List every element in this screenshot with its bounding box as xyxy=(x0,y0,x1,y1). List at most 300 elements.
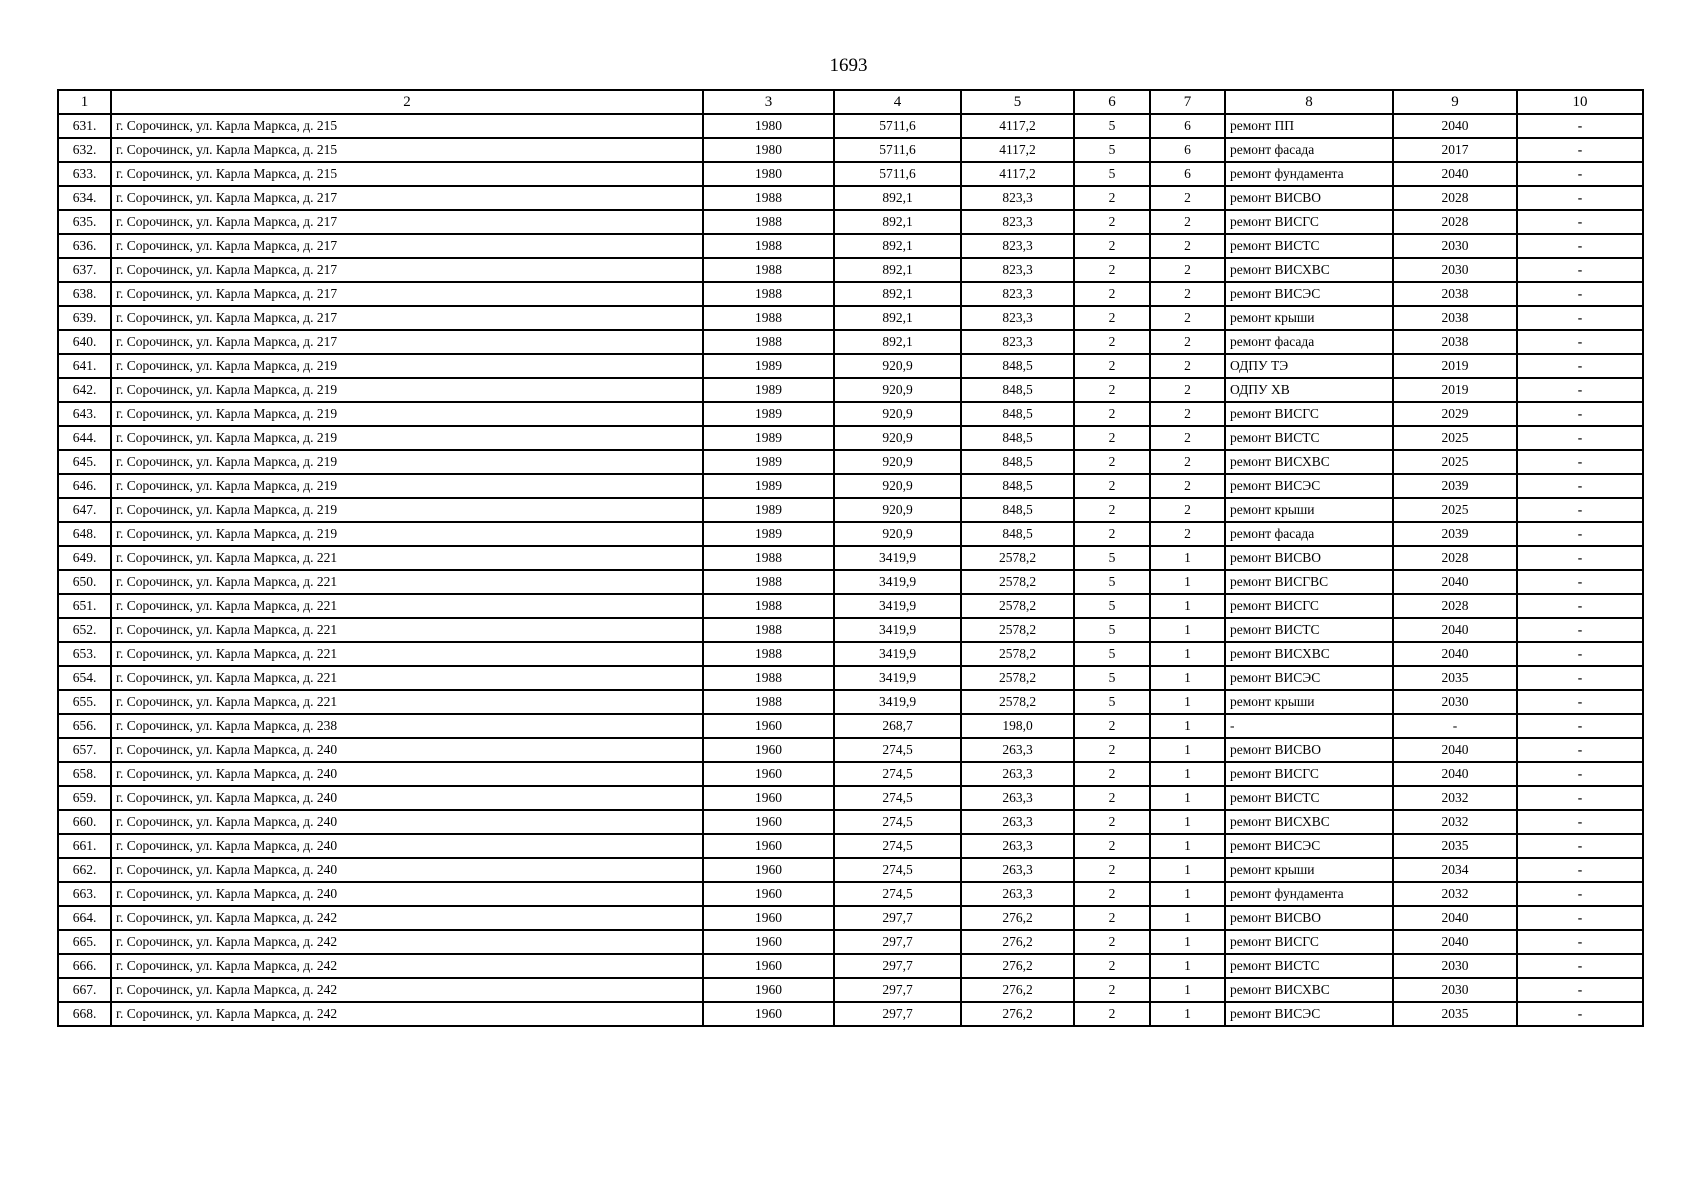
total-area-cell: 892,1 xyxy=(834,282,961,306)
total-area-cell: 920,9 xyxy=(834,474,961,498)
row-number-cell: 647. xyxy=(58,498,111,522)
planned-year-cell: 2030 xyxy=(1393,258,1517,282)
work-type-cell: ремонт ВИСГС xyxy=(1225,402,1393,426)
work-type-cell: ремонт ВИСХВС xyxy=(1225,450,1393,474)
note-cell: - xyxy=(1517,114,1643,138)
work-type-cell: ремонт ВИСЭС xyxy=(1225,282,1393,306)
total-area-cell: 892,1 xyxy=(834,258,961,282)
capital-repair-table xyxy=(57,89,1644,1027)
address-cell: г. Сорочинск, ул. Карла Маркса, д. 240 xyxy=(111,786,703,810)
living-area-cell: 823,3 xyxy=(961,186,1074,210)
note-cell: - xyxy=(1517,282,1643,306)
floors-cell: 5 xyxy=(1074,594,1150,618)
living-area-cell: 4117,2 xyxy=(961,114,1074,138)
living-area-cell: 823,3 xyxy=(961,210,1074,234)
year-cell: 1960 xyxy=(703,978,834,1002)
total-area-cell: 920,9 xyxy=(834,378,961,402)
table-row xyxy=(58,282,1643,306)
year-cell: 1989 xyxy=(703,498,834,522)
planned-year-cell: 2040 xyxy=(1393,570,1517,594)
note-cell: - xyxy=(1517,930,1643,954)
living-area-cell: 263,3 xyxy=(961,810,1074,834)
column-header: 7 xyxy=(1150,90,1225,114)
floors-cell: 2 xyxy=(1074,834,1150,858)
address-cell: г. Сорочинск, ул. Карла Маркса, д. 219 xyxy=(111,378,703,402)
floors-cell: 5 xyxy=(1074,162,1150,186)
entrances-cell: 2 xyxy=(1150,186,1225,210)
table-row xyxy=(58,162,1643,186)
floors-cell: 5 xyxy=(1074,618,1150,642)
living-area-cell: 2578,2 xyxy=(961,546,1074,570)
total-area-cell: 274,5 xyxy=(834,858,961,882)
planned-year-cell: 2038 xyxy=(1393,306,1517,330)
row-number-cell: 661. xyxy=(58,834,111,858)
floors-cell: 2 xyxy=(1074,738,1150,762)
living-area-cell: 263,3 xyxy=(961,762,1074,786)
floors-cell: 2 xyxy=(1074,1002,1150,1026)
planned-year-cell: 2034 xyxy=(1393,858,1517,882)
floors-cell: 2 xyxy=(1074,426,1150,450)
year-cell: 1989 xyxy=(703,522,834,546)
living-area-cell: 848,5 xyxy=(961,426,1074,450)
work-type-cell: ремонт ВИСГВС xyxy=(1225,570,1393,594)
living-area-cell: 2578,2 xyxy=(961,594,1074,618)
address-cell: г. Сорочинск, ул. Карла Маркса, д. 221 xyxy=(111,546,703,570)
year-cell: 1988 xyxy=(703,258,834,282)
entrances-cell: 2 xyxy=(1150,210,1225,234)
address-cell: г. Сорочинск, ул. Карла Маркса, д. 217 xyxy=(111,234,703,258)
year-cell: 1989 xyxy=(703,402,834,426)
work-type-cell: ремонт ВИСВО xyxy=(1225,738,1393,762)
note-cell: - xyxy=(1517,162,1643,186)
note-cell: - xyxy=(1517,786,1643,810)
address-cell: г. Сорочинск, ул. Карла Маркса, д. 240 xyxy=(111,738,703,762)
entrances-cell: 2 xyxy=(1150,330,1225,354)
living-area-cell: 848,5 xyxy=(961,402,1074,426)
row-number-cell: 649. xyxy=(58,546,111,570)
floors-cell: 2 xyxy=(1074,858,1150,882)
floors-cell: 5 xyxy=(1074,546,1150,570)
table-row xyxy=(58,1002,1643,1026)
total-area-cell: 920,9 xyxy=(834,354,961,378)
planned-year-cell: 2039 xyxy=(1393,522,1517,546)
address-cell: г. Сорочинск, ул. Карла Маркса, д. 219 xyxy=(111,522,703,546)
total-area-cell: 5711,6 xyxy=(834,114,961,138)
address-cell: г. Сорочинск, ул. Карла Маркса, д. 242 xyxy=(111,978,703,1002)
work-type-cell: ремонт ВИСХВС xyxy=(1225,642,1393,666)
table-row xyxy=(58,858,1643,882)
entrances-cell: 2 xyxy=(1150,498,1225,522)
total-area-cell: 297,7 xyxy=(834,954,961,978)
table-row xyxy=(58,666,1643,690)
year-cell: 1989 xyxy=(703,426,834,450)
work-type-cell: ремонт ВИСГС xyxy=(1225,594,1393,618)
note-cell: - xyxy=(1517,354,1643,378)
note-cell: - xyxy=(1517,378,1643,402)
address-cell: г. Сорочинск, ул. Карла Маркса, д. 219 xyxy=(111,450,703,474)
row-number-cell: 641. xyxy=(58,354,111,378)
note-cell: - xyxy=(1517,618,1643,642)
table-row xyxy=(58,786,1643,810)
row-number-cell: 652. xyxy=(58,618,111,642)
entrances-cell: 2 xyxy=(1150,234,1225,258)
address-cell: г. Сорочинск, ул. Карла Маркса, д. 217 xyxy=(111,258,703,282)
row-number-cell: 645. xyxy=(58,450,111,474)
total-area-cell: 274,5 xyxy=(834,834,961,858)
note-cell: - xyxy=(1517,762,1643,786)
work-type-cell: ремонт ВИСХВС xyxy=(1225,258,1393,282)
work-type-cell: ремонт крыши xyxy=(1225,498,1393,522)
note-cell: - xyxy=(1517,690,1643,714)
total-area-cell: 892,1 xyxy=(834,234,961,258)
work-type-cell: ремонт ВИСХВС xyxy=(1225,978,1393,1002)
table-body xyxy=(58,114,1643,1026)
address-cell: г. Сорочинск, ул. Карла Маркса, д. 217 xyxy=(111,186,703,210)
row-number-cell: 635. xyxy=(58,210,111,234)
total-area-cell: 274,5 xyxy=(834,738,961,762)
floors-cell: 5 xyxy=(1074,642,1150,666)
address-cell: г. Сорочинск, ул. Карла Маркса, д. 242 xyxy=(111,954,703,978)
year-cell: 1960 xyxy=(703,786,834,810)
column-header: 6 xyxy=(1074,90,1150,114)
entrances-cell: 2 xyxy=(1150,450,1225,474)
planned-year-cell: 2040 xyxy=(1393,762,1517,786)
entrances-cell: 1 xyxy=(1150,738,1225,762)
address-cell: г. Сорочинск, ул. Карла Маркса, д. 219 xyxy=(111,498,703,522)
table-row xyxy=(58,834,1643,858)
total-area-cell: 274,5 xyxy=(834,762,961,786)
address-cell: г. Сорочинск, ул. Карла Маркса, д. 219 xyxy=(111,354,703,378)
table-row xyxy=(58,762,1643,786)
note-cell: - xyxy=(1517,594,1643,618)
total-area-cell: 892,1 xyxy=(834,330,961,354)
year-cell: 1989 xyxy=(703,354,834,378)
table-row xyxy=(58,354,1643,378)
row-number-cell: 658. xyxy=(58,762,111,786)
row-number-cell: 654. xyxy=(58,666,111,690)
address-cell: г. Сорочинск, ул. Карла Маркса, д. 219 xyxy=(111,402,703,426)
planned-year-cell: 2025 xyxy=(1393,450,1517,474)
column-header: 9 xyxy=(1393,90,1517,114)
entrances-cell: 1 xyxy=(1150,834,1225,858)
entrances-cell: 6 xyxy=(1150,114,1225,138)
planned-year-cell: 2035 xyxy=(1393,666,1517,690)
table-row xyxy=(58,882,1643,906)
planned-year-cell: 2040 xyxy=(1393,930,1517,954)
year-cell: 1988 xyxy=(703,570,834,594)
work-type-cell: ремонт крыши xyxy=(1225,690,1393,714)
table-row xyxy=(58,258,1643,282)
address-cell: г. Сорочинск, ул. Карла Маркса, д. 217 xyxy=(111,210,703,234)
work-type-cell: ремонт ВИСТС xyxy=(1225,954,1393,978)
table-row xyxy=(58,522,1643,546)
column-header: 10 xyxy=(1517,90,1643,114)
floors-cell: 2 xyxy=(1074,258,1150,282)
table-row xyxy=(58,426,1643,450)
living-area-cell: 4117,2 xyxy=(961,138,1074,162)
year-cell: 1960 xyxy=(703,762,834,786)
year-cell: 1988 xyxy=(703,186,834,210)
row-number-cell: 668. xyxy=(58,1002,111,1026)
year-cell: 1988 xyxy=(703,330,834,354)
living-area-cell: 848,5 xyxy=(961,474,1074,498)
note-cell: - xyxy=(1517,858,1643,882)
note-cell: - xyxy=(1517,666,1643,690)
table-row xyxy=(58,138,1643,162)
table-row xyxy=(58,474,1643,498)
year-cell: 1988 xyxy=(703,282,834,306)
year-cell: 1988 xyxy=(703,306,834,330)
work-type-cell: ремонт крыши xyxy=(1225,306,1393,330)
row-number-cell: 650. xyxy=(58,570,111,594)
work-type-cell: ремонт ВИСТС xyxy=(1225,786,1393,810)
year-cell: 1988 xyxy=(703,642,834,666)
note-cell: - xyxy=(1517,234,1643,258)
address-cell: г. Сорочинск, ул. Карла Маркса, д. 221 xyxy=(111,642,703,666)
address-cell: г. Сорочинск, ул. Карла Маркса, д. 219 xyxy=(111,474,703,498)
floors-cell: 2 xyxy=(1074,378,1150,402)
entrances-cell: 2 xyxy=(1150,258,1225,282)
address-cell: г. Сорочинск, ул. Карла Маркса, д. 217 xyxy=(111,282,703,306)
year-cell: 1980 xyxy=(703,114,834,138)
planned-year-cell: 2029 xyxy=(1393,402,1517,426)
floors-cell: 2 xyxy=(1074,954,1150,978)
living-area-cell: 848,5 xyxy=(961,498,1074,522)
entrances-cell: 1 xyxy=(1150,618,1225,642)
address-cell: г. Сорочинск, ул. Карла Маркса, д. 242 xyxy=(111,906,703,930)
note-cell: - xyxy=(1517,186,1643,210)
planned-year-cell: 2030 xyxy=(1393,978,1517,1002)
planned-year-cell: 2039 xyxy=(1393,474,1517,498)
planned-year-cell: 2040 xyxy=(1393,906,1517,930)
floors-cell: 2 xyxy=(1074,282,1150,306)
floors-cell: 2 xyxy=(1074,234,1150,258)
living-area-cell: 276,2 xyxy=(961,906,1074,930)
row-number-cell: 651. xyxy=(58,594,111,618)
note-cell: - xyxy=(1517,210,1643,234)
year-cell: 1960 xyxy=(703,1002,834,1026)
table-row xyxy=(58,714,1643,738)
entrances-cell: 6 xyxy=(1150,138,1225,162)
row-number-cell: 663. xyxy=(58,882,111,906)
row-number-cell: 642. xyxy=(58,378,111,402)
column-header: 3 xyxy=(703,90,834,114)
living-area-cell: 2578,2 xyxy=(961,642,1074,666)
planned-year-cell: 2032 xyxy=(1393,786,1517,810)
table-row xyxy=(58,186,1643,210)
living-area-cell: 823,3 xyxy=(961,234,1074,258)
planned-year-cell: 2030 xyxy=(1393,954,1517,978)
planned-year-cell: 2035 xyxy=(1393,834,1517,858)
address-cell: г. Сорочинск, ул. Карла Маркса, д. 217 xyxy=(111,330,703,354)
entrances-cell: 1 xyxy=(1150,666,1225,690)
year-cell: 1960 xyxy=(703,834,834,858)
note-cell: - xyxy=(1517,330,1643,354)
year-cell: 1988 xyxy=(703,690,834,714)
table-row xyxy=(58,546,1643,570)
column-header: 5 xyxy=(961,90,1074,114)
work-type-cell: ремонт ВИСГС xyxy=(1225,930,1393,954)
living-area-cell: 276,2 xyxy=(961,930,1074,954)
year-cell: 1960 xyxy=(703,906,834,930)
address-cell: г. Сорочинск, ул. Карла Маркса, д. 240 xyxy=(111,762,703,786)
planned-year-cell: 2028 xyxy=(1393,186,1517,210)
year-cell: 1960 xyxy=(703,930,834,954)
living-area-cell: 263,3 xyxy=(961,858,1074,882)
entrances-cell: 2 xyxy=(1150,378,1225,402)
planned-year-cell: 2040 xyxy=(1393,162,1517,186)
note-cell: - xyxy=(1517,450,1643,474)
living-area-cell: 848,5 xyxy=(961,354,1074,378)
total-area-cell: 3419,9 xyxy=(834,546,961,570)
note-cell: - xyxy=(1517,138,1643,162)
planned-year-cell: 2035 xyxy=(1393,1002,1517,1026)
note-cell: - xyxy=(1517,498,1643,522)
total-area-cell: 892,1 xyxy=(834,210,961,234)
planned-year-cell: 2038 xyxy=(1393,282,1517,306)
year-cell: 1980 xyxy=(703,138,834,162)
year-cell: 1960 xyxy=(703,714,834,738)
work-type-cell: ремонт фасада xyxy=(1225,330,1393,354)
floors-cell: 2 xyxy=(1074,930,1150,954)
work-type-cell: ремонт ВИСЭС xyxy=(1225,474,1393,498)
total-area-cell: 920,9 xyxy=(834,522,961,546)
address-cell: г. Сорочинск, ул. Карла Маркса, д. 221 xyxy=(111,618,703,642)
column-header: 8 xyxy=(1225,90,1393,114)
work-type-cell: ремонт ВИСГС xyxy=(1225,210,1393,234)
living-area-cell: 276,2 xyxy=(961,954,1074,978)
living-area-cell: 823,3 xyxy=(961,282,1074,306)
note-cell: - xyxy=(1517,1002,1643,1026)
floors-cell: 2 xyxy=(1074,330,1150,354)
work-type-cell: - xyxy=(1225,714,1393,738)
address-cell: г. Сорочинск, ул. Карла Маркса, д. 221 xyxy=(111,594,703,618)
entrances-cell: 2 xyxy=(1150,522,1225,546)
total-area-cell: 274,5 xyxy=(834,810,961,834)
address-cell: г. Сорочинск, ул. Карла Маркса, д. 240 xyxy=(111,834,703,858)
year-cell: 1989 xyxy=(703,378,834,402)
note-cell: - xyxy=(1517,642,1643,666)
row-number-cell: 653. xyxy=(58,642,111,666)
planned-year-cell: 2040 xyxy=(1393,642,1517,666)
total-area-cell: 3419,9 xyxy=(834,570,961,594)
entrances-cell: 1 xyxy=(1150,954,1225,978)
planned-year-cell: 2017 xyxy=(1393,138,1517,162)
floors-cell: 2 xyxy=(1074,474,1150,498)
row-number-cell: 657. xyxy=(58,738,111,762)
row-number-cell: 631. xyxy=(58,114,111,138)
entrances-cell: 1 xyxy=(1150,690,1225,714)
note-cell: - xyxy=(1517,954,1643,978)
entrances-cell: 1 xyxy=(1150,858,1225,882)
living-area-cell: 276,2 xyxy=(961,1002,1074,1026)
floors-cell: 2 xyxy=(1074,714,1150,738)
address-cell: г. Сорочинск, ул. Карла Маркса, д. 242 xyxy=(111,1002,703,1026)
row-number-cell: 639. xyxy=(58,306,111,330)
floors-cell: 2 xyxy=(1074,978,1150,1002)
year-cell: 1989 xyxy=(703,450,834,474)
table-row xyxy=(58,642,1643,666)
work-type-cell: ремонт фасада xyxy=(1225,138,1393,162)
note-cell: - xyxy=(1517,306,1643,330)
address-cell: г. Сорочинск, ул. Карла Маркса, д. 221 xyxy=(111,570,703,594)
floors-cell: 5 xyxy=(1074,690,1150,714)
work-type-cell: ОДПУ ХВ xyxy=(1225,378,1393,402)
column-header: 1 xyxy=(58,90,111,114)
table-row xyxy=(58,330,1643,354)
planned-year-cell: 2032 xyxy=(1393,810,1517,834)
table-row xyxy=(58,810,1643,834)
row-number-cell: 656. xyxy=(58,714,111,738)
address-cell: г. Сорочинск, ул. Карла Маркса, д. 221 xyxy=(111,666,703,690)
planned-year-cell: 2019 xyxy=(1393,378,1517,402)
work-type-cell: ремонт ВИСВО xyxy=(1225,186,1393,210)
row-number-cell: 633. xyxy=(58,162,111,186)
planned-year-cell: 2028 xyxy=(1393,546,1517,570)
row-number-cell: 662. xyxy=(58,858,111,882)
table-row xyxy=(58,690,1643,714)
note-cell: - xyxy=(1517,546,1643,570)
work-type-cell: ремонт ВИСВО xyxy=(1225,906,1393,930)
page-number: 1693 xyxy=(829,55,868,76)
living-area-cell: 823,3 xyxy=(961,330,1074,354)
floors-cell: 2 xyxy=(1074,354,1150,378)
planned-year-cell: - xyxy=(1393,714,1517,738)
year-cell: 1988 xyxy=(703,234,834,258)
work-type-cell: ремонт фасада xyxy=(1225,522,1393,546)
floors-cell: 5 xyxy=(1074,570,1150,594)
total-area-cell: 3419,9 xyxy=(834,666,961,690)
year-cell: 1960 xyxy=(703,858,834,882)
row-number-cell: 664. xyxy=(58,906,111,930)
work-type-cell: ремонт ВИСТС xyxy=(1225,426,1393,450)
total-area-cell: 892,1 xyxy=(834,186,961,210)
address-cell: г. Сорочинск, ул. Карла Маркса, д. 238 xyxy=(111,714,703,738)
year-cell: 1988 xyxy=(703,618,834,642)
living-area-cell: 263,3 xyxy=(961,738,1074,762)
living-area-cell: 263,3 xyxy=(961,882,1074,906)
table-row xyxy=(58,906,1643,930)
row-number-cell: 643. xyxy=(58,402,111,426)
total-area-cell: 297,7 xyxy=(834,1002,961,1026)
row-number-cell: 648. xyxy=(58,522,111,546)
address-cell: г. Сорочинск, ул. Карла Маркса, д. 242 xyxy=(111,930,703,954)
total-area-cell: 5711,6 xyxy=(834,162,961,186)
total-area-cell: 268,7 xyxy=(834,714,961,738)
planned-year-cell: 2028 xyxy=(1393,594,1517,618)
entrances-cell: 1 xyxy=(1150,642,1225,666)
row-number-cell: 659. xyxy=(58,786,111,810)
table-row xyxy=(58,618,1643,642)
table-row xyxy=(58,954,1643,978)
floors-cell: 5 xyxy=(1074,666,1150,690)
entrances-cell: 1 xyxy=(1150,546,1225,570)
work-type-cell: ремонт ВИСЭС xyxy=(1225,1002,1393,1026)
total-area-cell: 3419,9 xyxy=(834,594,961,618)
row-number-cell: 636. xyxy=(58,234,111,258)
entrances-cell: 1 xyxy=(1150,762,1225,786)
planned-year-cell: 2040 xyxy=(1393,114,1517,138)
note-cell: - xyxy=(1517,906,1643,930)
work-type-cell: ремонт ВИСТС xyxy=(1225,234,1393,258)
table-row xyxy=(58,402,1643,426)
row-number-cell: 637. xyxy=(58,258,111,282)
work-type-cell: ремонт ВИСВО xyxy=(1225,546,1393,570)
row-number-cell: 646. xyxy=(58,474,111,498)
floors-cell: 5 xyxy=(1074,138,1150,162)
note-cell: - xyxy=(1517,474,1643,498)
year-cell: 1960 xyxy=(703,954,834,978)
